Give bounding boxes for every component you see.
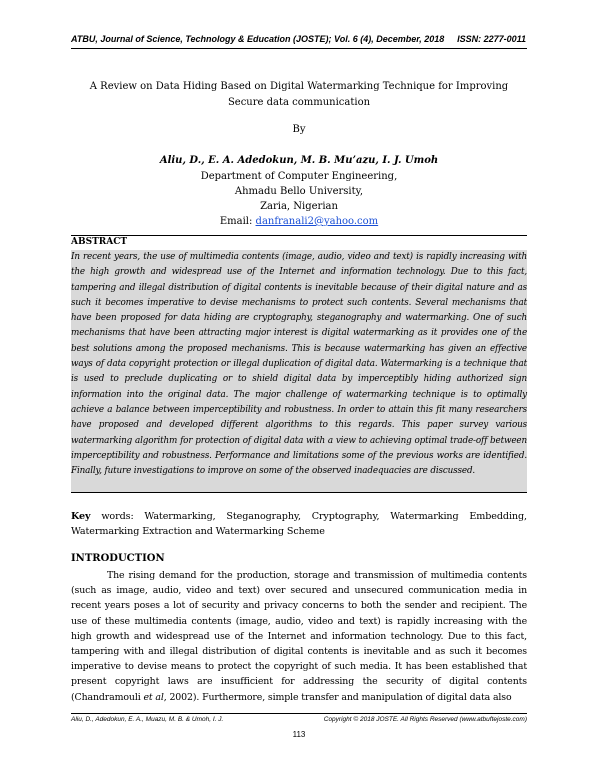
abstract-body: In recent years, the use of multimedia contents (image, audio, video and text) is rapidly increasing with the high growth and widespread use of the Internet and information technology. Due to this fact, tampering and illegal distribution of digital contents is inevitable because of their digital nature and as such it becomes imperative to devise mechanisms to protect such contents. Several mechanisms that have been proposed for data hiding are cryptography, steganography and watermarking. One of such mechanisms that have been attracting major interest is digital watermarking as it provides one of the best solutions among the proposed mechanisms. This is because watermarking has given an effective ways of data copyright protection or illegal duplication of digital data. Watermarking is a technique that is used to preclude duplicating or to shield digital data by imperceptibly hiding authorized sign information into the original data. The major challenge of watermarking technique is to optimally achieve a balance between imperceptibility and robustness. In order to attain this fit many researchers have proposed and developed different algorithms to this regards. This paper survey various watermarking algorithm for protection of digital data with a view to achieving optimal trade-off between imperceptibility and robustness. Performance and limitations some of the previous works are identified. Finally, future investigations to improve on some of the observed inadequacies are discussed. <box>71 250 527 492</box>
keywords-text: words: Watermarking, Steganography, Cryptography, Watermarking Embedding, Watermarking Extraction and Watermarking Scheme <box>71 511 527 537</box>
keywords-label: Key <box>71 511 91 522</box>
affiliation <box>71 169 527 229</box>
introduction-heading: INTRODUCTION <box>71 553 165 564</box>
introduction-body <box>71 568 527 705</box>
author-list: Aliu, D., E. A. Adedokun, M. B. Mu’azu, I. J. Umoh <box>159 155 439 166</box>
abstract-bottom-rule <box>71 492 527 493</box>
page-number: 113 <box>292 730 306 739</box>
intro-text-2: , 2002). Furthermore, simple transfer and manipulation of digital data also <box>163 691 512 703</box>
footer-authors: Aliu, D., Adedokun, E. A., Muazu, M. B. & Umoh, I. J. <box>71 716 224 723</box>
email-label: Email: <box>219 216 256 227</box>
university: Ahmadu Bello University, <box>234 186 364 197</box>
header-rule <box>71 48 527 49</box>
email-link[interactable]: danfranali2@yahoo.com <box>255 216 379 227</box>
by-label: By <box>292 124 306 135</box>
department: Department of Computer Engineering, <box>200 171 398 182</box>
abstract-top-rule <box>71 235 527 236</box>
abstract-heading: ABSTRACT <box>71 237 128 247</box>
location: Zaria, Nigerian <box>260 201 338 212</box>
intro-italic: et al <box>143 691 164 703</box>
footer-rule <box>71 713 527 714</box>
journal-citation: ATBU, Journal of Science, Technology & Education (JOSTE); Vol. 6 (4), December, 2018 <box>71 34 445 44</box>
keywords <box>71 509 527 539</box>
footer-copyright: Copyright © 2018 JOSTE. All Rights Reserved (www.atbuftejoste.com) <box>323 716 527 723</box>
paper-title: A Review on Data Hiding Based on Digital Watermarking Technique for Improving Secure data communication <box>89 81 509 108</box>
footer <box>71 716 527 730</box>
intro-text-1: The rising demand for the production, storage and transmission of multimedia contents (such as image, audio, video and text) over secured and unsecured communication media in recent years poses a lot of security and privacy concerns to both the sender and recipient. The use of these multimedia contents (image, audio, video and text) is rapidly increasing with the high growth and widespread use of the Internet and information technology. Due to this fact, tampering with and illegal distribution of digital contents is inevitable and as such it becomes imperative to devise means to protect the copyright of such media. It has been established that present copyright laws are insufficient for addressing the security of digital contents (Chandramouli <box>71 570 527 703</box>
issn: ISSN: 2277-0011 <box>457 34 526 44</box>
email-line <box>71 214 527 229</box>
